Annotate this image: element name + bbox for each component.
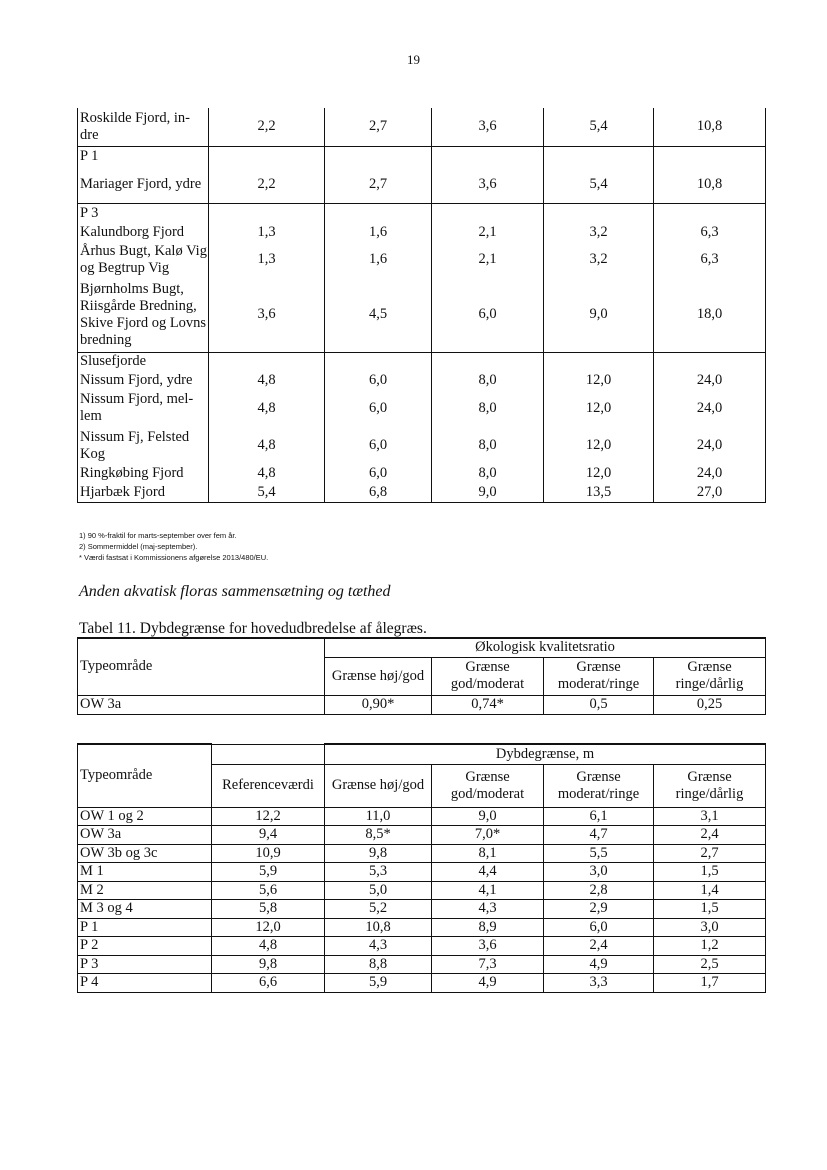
value-cell: 1,6 <box>325 223 432 241</box>
area-name: P 1 <box>78 146 209 166</box>
table-row <box>78 108 766 146</box>
table-row <box>78 881 766 900</box>
value-cell: 4,8 <box>209 389 325 427</box>
value-cell: 6,3 <box>654 241 766 278</box>
column-header: Referenceværdi <box>212 764 325 807</box>
table-row <box>78 464 766 483</box>
value-cell: 4,8 <box>212 937 325 956</box>
value-cell: 2,7 <box>654 844 766 863</box>
value-cell: 6,1 <box>544 807 654 826</box>
threshold-values-table <box>77 108 766 503</box>
value-cell: 5,9 <box>212 863 325 882</box>
value-cell: 4,8 <box>209 427 325 464</box>
value-cell: 1,6 <box>325 241 432 278</box>
area-name: Mariager Fjord, ydre <box>78 166 209 203</box>
value-cell: 9,8 <box>325 844 432 863</box>
value-cell: 13,5 <box>544 483 654 502</box>
value-cell: 1,4 <box>654 881 766 900</box>
value-cell: 6,0 <box>325 389 432 427</box>
table-row <box>78 918 766 937</box>
table-row <box>78 974 766 993</box>
value-cell: 5,4 <box>544 108 654 146</box>
value-cell: 18,0 <box>654 278 766 352</box>
value-cell: 8,9 <box>432 918 544 937</box>
column-header: Grænse høj/god <box>325 764 432 807</box>
value-cell: 4,8 <box>209 371 325 389</box>
value-cell: 2,5 <box>654 955 766 974</box>
table-row <box>78 427 766 464</box>
value-cell: 11,0 <box>325 807 432 826</box>
value-cell: 10,8 <box>325 918 432 937</box>
value-cell: 3,0 <box>544 863 654 882</box>
value-cell: 5,4 <box>209 483 325 502</box>
table-row <box>78 483 766 502</box>
value-cell: 4,7 <box>544 826 654 845</box>
value-cell: 0,5 <box>544 695 654 714</box>
value-cell: 0,25 <box>654 695 766 714</box>
value-cell: 12,0 <box>212 918 325 937</box>
area-name: Ringkøbing Fjord <box>78 464 209 483</box>
value-cell: 24,0 <box>654 464 766 483</box>
table-row <box>78 352 766 371</box>
value-cell: 6,3 <box>654 223 766 241</box>
value-cell: 8,8 <box>325 955 432 974</box>
column-header: Grænse ringe/dårlig <box>654 764 766 807</box>
value-cell: 5,9 <box>325 974 432 993</box>
column-header: Grænse moderat/ringe <box>544 657 654 695</box>
value-cell <box>209 203 325 223</box>
page-number: 19 <box>407 52 420 67</box>
value-cell: 7,0* <box>432 826 544 845</box>
value-cell <box>544 352 654 371</box>
table-row <box>78 807 766 826</box>
value-cell: 8,1 <box>432 844 544 863</box>
value-cell: 4,5 <box>325 278 432 352</box>
footnotes <box>79 530 268 563</box>
value-cell: 7,3 <box>432 955 544 974</box>
area-name: Nissum Fjord, mel-lem <box>78 389 209 427</box>
value-cell: 6,0 <box>325 427 432 464</box>
value-cell: 2,2 <box>209 166 325 203</box>
value-cell: 3,2 <box>544 223 654 241</box>
value-cell: 12,0 <box>544 464 654 483</box>
value-cell: 4,9 <box>432 974 544 993</box>
value-cell: 9,4 <box>212 826 325 845</box>
area-name: M 2 <box>78 881 212 900</box>
area-name: OW 3a <box>78 695 325 714</box>
quality-ratio-table <box>77 637 766 715</box>
value-cell <box>544 146 654 166</box>
area-name: P 3 <box>78 203 209 223</box>
value-cell: 5,4 <box>544 166 654 203</box>
value-cell: 4,3 <box>325 937 432 956</box>
area-name: Slusefjorde <box>78 352 209 371</box>
value-cell: 4,8 <box>209 464 325 483</box>
column-header: Grænse ringe/dårlig <box>654 657 766 695</box>
value-cell: 2,9 <box>544 900 654 919</box>
value-cell: 9,0 <box>432 807 544 826</box>
table-row <box>78 863 766 882</box>
value-cell <box>654 203 766 223</box>
value-cell: 2,4 <box>654 826 766 845</box>
value-cell: 9,0 <box>432 483 544 502</box>
value-cell: 4,1 <box>432 881 544 900</box>
area-name: P 4 <box>78 974 212 993</box>
value-cell: 6,0 <box>325 464 432 483</box>
value-cell <box>209 146 325 166</box>
group-header: Økologisk kvalitetsratio <box>325 638 766 657</box>
area-name: Hjarbæk Fjord <box>78 483 209 502</box>
value-cell <box>325 352 432 371</box>
value-cell: 9,0 <box>544 278 654 352</box>
value-cell: 5,2 <box>325 900 432 919</box>
value-cell: 3,6 <box>209 278 325 352</box>
area-name: P 2 <box>78 937 212 956</box>
value-cell: 3,3 <box>544 974 654 993</box>
value-cell: 3,0 <box>654 918 766 937</box>
value-cell <box>432 203 544 223</box>
group-header: Dybdegrænse, m <box>325 744 766 764</box>
value-cell: 24,0 <box>654 427 766 464</box>
area-name: P 1 <box>78 918 212 937</box>
area-name: M 3 og 4 <box>78 900 212 919</box>
table-row <box>78 371 766 389</box>
area-name: Kalundborg Fjord <box>78 223 209 241</box>
area-name: OW 3b og 3c <box>78 844 212 863</box>
area-name: P 3 <box>78 955 212 974</box>
value-cell: 6,8 <box>325 483 432 502</box>
value-cell: 10,8 <box>654 166 766 203</box>
row-header: Typeområde <box>78 638 325 695</box>
value-cell: 5,8 <box>212 900 325 919</box>
table-row <box>78 223 766 241</box>
area-name: M 1 <box>78 863 212 882</box>
value-cell: 4,4 <box>432 863 544 882</box>
value-cell: 2,4 <box>544 937 654 956</box>
value-cell: 10,8 <box>654 108 766 146</box>
value-cell: 3,6 <box>432 166 544 203</box>
table-row <box>78 278 766 352</box>
value-cell: 3,1 <box>654 807 766 826</box>
value-cell: 10,9 <box>212 844 325 863</box>
column-header: Grænse moderat/ringe <box>544 764 654 807</box>
area-name: OW 1 og 2 <box>78 807 212 826</box>
value-cell <box>654 146 766 166</box>
value-cell: 5,0 <box>325 881 432 900</box>
value-cell: 8,0 <box>432 427 544 464</box>
footnote: 2) Sommermiddel (maj-september). <box>79 542 198 551</box>
table-row <box>78 166 766 203</box>
table-row <box>78 900 766 919</box>
value-cell <box>209 352 325 371</box>
value-cell: 12,2 <box>212 807 325 826</box>
column-header: Grænse god/moderat <box>432 764 544 807</box>
value-cell <box>654 352 766 371</box>
value-cell: 1,7 <box>654 974 766 993</box>
value-cell: 8,0 <box>432 464 544 483</box>
table-row <box>78 937 766 956</box>
value-cell <box>544 203 654 223</box>
table-row <box>78 844 766 863</box>
section-heading: Anden akvatisk floras sammensætning og tæthed <box>79 583 391 600</box>
value-cell: 12,0 <box>544 371 654 389</box>
value-cell: 9,8 <box>212 955 325 974</box>
value-cell: 2,7 <box>325 108 432 146</box>
value-cell: 2,8 <box>544 881 654 900</box>
table-row <box>78 955 766 974</box>
value-cell: 27,0 <box>654 483 766 502</box>
value-cell <box>432 352 544 371</box>
value-cell: 1,5 <box>654 900 766 919</box>
value-cell: 6,0 <box>325 371 432 389</box>
table-row <box>78 695 766 714</box>
value-cell: 6,0 <box>544 918 654 937</box>
table-row <box>78 389 766 427</box>
value-cell: 24,0 <box>654 389 766 427</box>
table-caption: Tabel 11. Dybdegrænse for hovedudbredelse af ålegræs. <box>79 620 427 637</box>
row-header: Typeområde <box>78 744 212 807</box>
area-name: Bjørnholms Bugt, Riisgårde Bredning, Skive Fjord og Lovns bredning <box>78 278 209 352</box>
column-header: Grænse høj/god <box>325 657 432 695</box>
value-cell: 12,0 <box>544 389 654 427</box>
column-header: Grænse god/moderat <box>432 657 544 695</box>
area-name: Nissum Fj, Felsted Kog <box>78 427 209 464</box>
value-cell: 4,9 <box>544 955 654 974</box>
table-row <box>78 203 766 223</box>
value-cell: 8,0 <box>432 371 544 389</box>
footnote: 1) 90 %-fraktil for marts-september over fem år. <box>79 531 237 540</box>
value-cell: 2,7 <box>325 166 432 203</box>
table-row <box>78 241 766 278</box>
table-row <box>78 826 766 845</box>
value-cell: 1,3 <box>209 223 325 241</box>
value-cell: 6,6 <box>212 974 325 993</box>
area-name: Roskilde Fjord, in-dre <box>78 108 209 146</box>
footnote: * Værdi fastsat i Kommissionens afgørelse 2013/480/EU. <box>79 553 269 562</box>
value-cell: 1,3 <box>209 241 325 278</box>
value-cell <box>325 203 432 223</box>
value-cell: 3,6 <box>432 108 544 146</box>
value-cell <box>432 146 544 166</box>
value-cell: 0,74* <box>432 695 544 714</box>
area-name: OW 3a <box>78 826 212 845</box>
value-cell: 12,0 <box>544 427 654 464</box>
value-cell: 6,0 <box>432 278 544 352</box>
value-cell: 5,3 <box>325 863 432 882</box>
value-cell: 8,0 <box>432 389 544 427</box>
value-cell: 0,90* <box>325 695 432 714</box>
table-row <box>78 146 766 166</box>
value-cell: 24,0 <box>654 371 766 389</box>
value-cell: 2,1 <box>432 241 544 278</box>
value-cell: 4,3 <box>432 900 544 919</box>
value-cell: 5,6 <box>212 881 325 900</box>
value-cell: 2,2 <box>209 108 325 146</box>
depth-limit-table <box>77 743 766 993</box>
value-cell: 3,2 <box>544 241 654 278</box>
value-cell: 2,1 <box>432 223 544 241</box>
value-cell: 1,5 <box>654 863 766 882</box>
area-name: Århus Bugt, Kalø Vig og Begtrup Vig <box>78 241 209 278</box>
area-name: Nissum Fjord, ydre <box>78 371 209 389</box>
value-cell: 1,2 <box>654 937 766 956</box>
value-cell <box>325 146 432 166</box>
value-cell: 5,5 <box>544 844 654 863</box>
value-cell: 8,5* <box>325 826 432 845</box>
value-cell: 3,6 <box>432 937 544 956</box>
